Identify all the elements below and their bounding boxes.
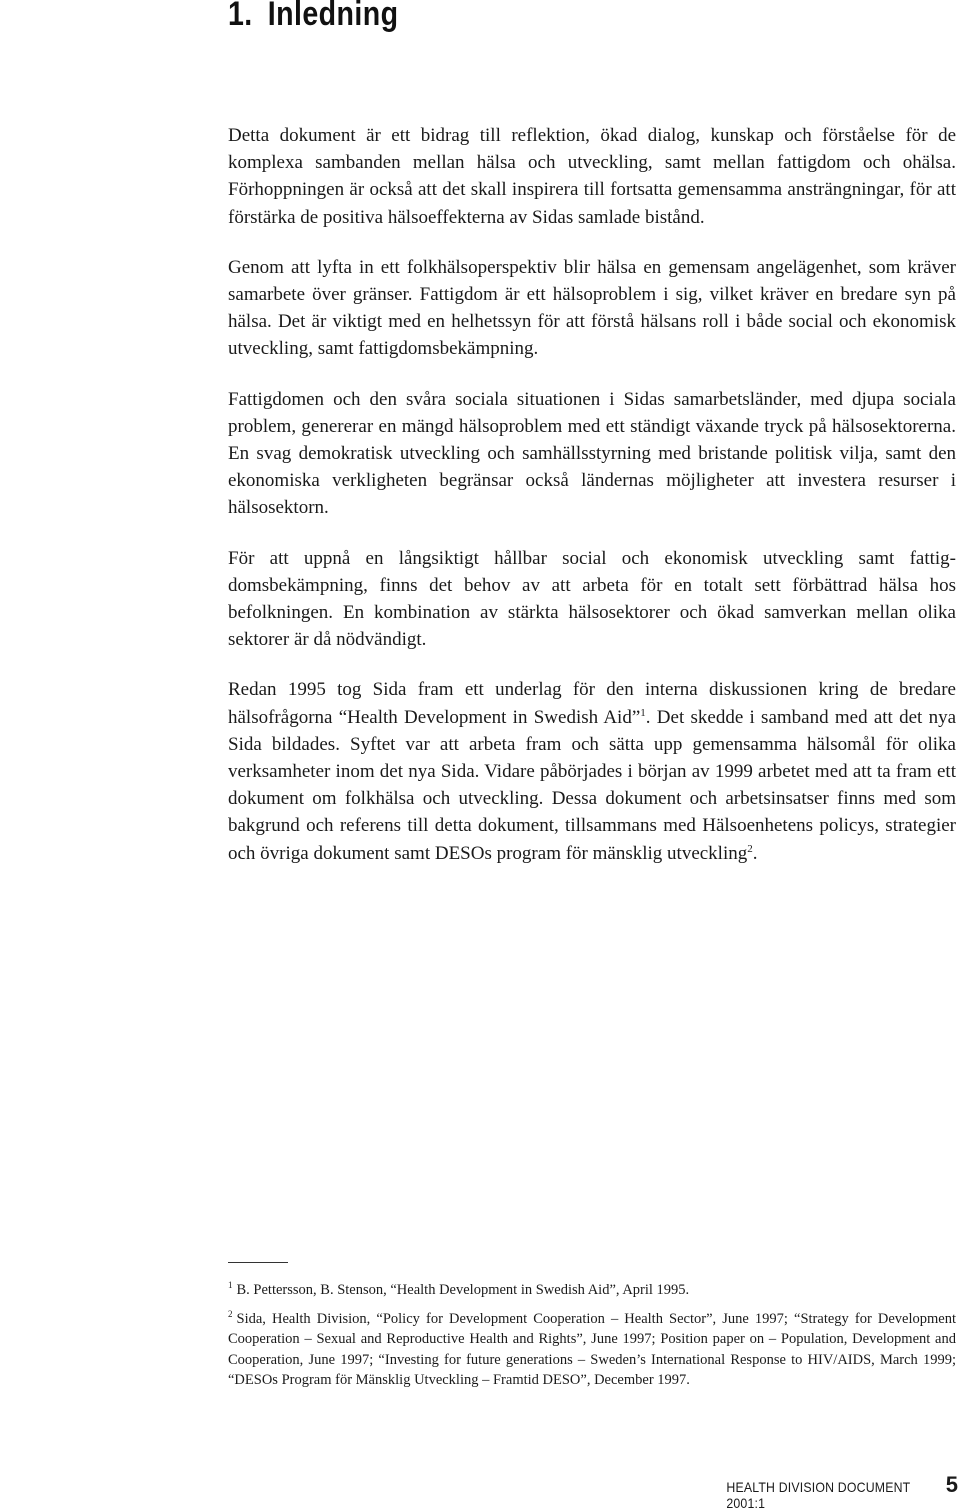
- paragraph-3: Fattigdomen och den svåra sociala situationen i Sidas samarbetsländer, med djupa sociala problem, genererar en mängd hälsoproblem med ett ständigt växande tryck på hälsosektorerna. En svag demokratisk utveckling och samhällsstyrning med bristande politisk vilja, samt den ekonomiska verkligheten begränsar också ländernas möjligheter att investera resurser i hälsosektorn.: [228, 388, 956, 519]
- footnote-1: [228, 1280, 956, 1301]
- document-id: HEALTH DIVISION DOCUMENT 2001:1: [726, 1479, 911, 1511]
- footnote-ref-1[interactable]: 1: [640, 706, 646, 719]
- paragraph-5-part-3: .: [752, 842, 758, 864]
- paragraph-2: Genom att lyfta in ett folkhälsoperspektiv blir hälsa en gemensam angelägenhet, som kräver samarbete över gränser. Fattigdom är ett hälsoproblem i sig, vilket kräver en bredare syn på hälsa. Det är viktigt med en helhetssyn för att förstå hälsans roll i både social och ekonomisk utveckling, samt fattigdomsbekämpning.: [228, 256, 956, 360]
- body-text: [228, 122, 956, 890]
- footnote-divider: [228, 1262, 288, 1263]
- footnotes: [228, 1280, 956, 1399]
- paragraph-5: [228, 676, 956, 866]
- chapter-number: 1.: [228, 0, 253, 33]
- footnote-1-text: B. Pettersson, B. Stenson, “Health Development in Swedish Aid”, April 1995.: [236, 1282, 690, 1298]
- footnote-ref-2[interactable]: 2: [747, 842, 753, 855]
- footnote-2-text: Sida, Health Division, “Policy for Development Cooperation – Health Sector”, June 1997; “Strategy for Development Cooperation – Sexual and Reproductive Health and Rights”, June 1997; Position paper on – Population, Development and Cooperation, June 1997; “Investing for future generations – Sweden’s International Response to HIV/AIDS, March 1999; “DESOs Program för Mänsklig Utveckling – Framtid DESO”, December 1997.: [228, 1310, 956, 1388]
- paragraph-5-part-1: Redan 1995 tog Sida fram ett underlag för den interna diskussionen kring de bredare hälsofrågorna “Health Development in Swedish Aid”: [228, 679, 956, 728]
- chapter-heading: [228, 0, 414, 36]
- footnote-2-mark: 2: [228, 1308, 233, 1319]
- page-footer: [700, 1472, 958, 1511]
- paragraph-1: Detta dokument är ett bidrag till reflektion, ökad dialog, kunskap och förståelse för de komplexa sambanden mellan hälsa och utveckling, samt mellan fattigdom och ohälsa. Förhoppningen är också att det skall inspirera till fortsatta gemensamma ansträngningar, för att förstärka de positiva hälsoeffekterna av Sidas samlade bistånd.: [228, 125, 956, 228]
- footnote-2: [228, 1309, 956, 1391]
- chapter-title: Inledning: [267, 0, 399, 33]
- paragraph-5-part-2: . Det skedde i samband med att det nya Sida bildades. Syftet var att arbeta fram och sätta upp gemensamma hälsomål för olika verksamheter inom det nya Sida. Vidare påbörjades i början av 1999 arbetet med att ta fram ett dokument om folkhälsa och utveckling. Dessa dokument och arbetsinsatser finns med som bakgrund och referens till detta dokument, tillsammans med Hälsoenhetens policys, strategier och övriga dokument samt DESOs program för mänsklig utveckling: [228, 706, 957, 864]
- page-number: 5: [945, 1472, 958, 1497]
- paragraph-4: För att uppnå en långsiktigt hållbar social och ekonomisk utveckling samt fattigdomsbekämpning, finns det behov av att arbeta för en totalt sett förbättrad hälsa hos befolkningen. En kombination av stärkta hälsosektorer och ökad samverkan mellan olika sektorer är då nödvändigt.: [228, 547, 956, 651]
- footnote-1-mark: 1: [228, 1280, 233, 1290]
